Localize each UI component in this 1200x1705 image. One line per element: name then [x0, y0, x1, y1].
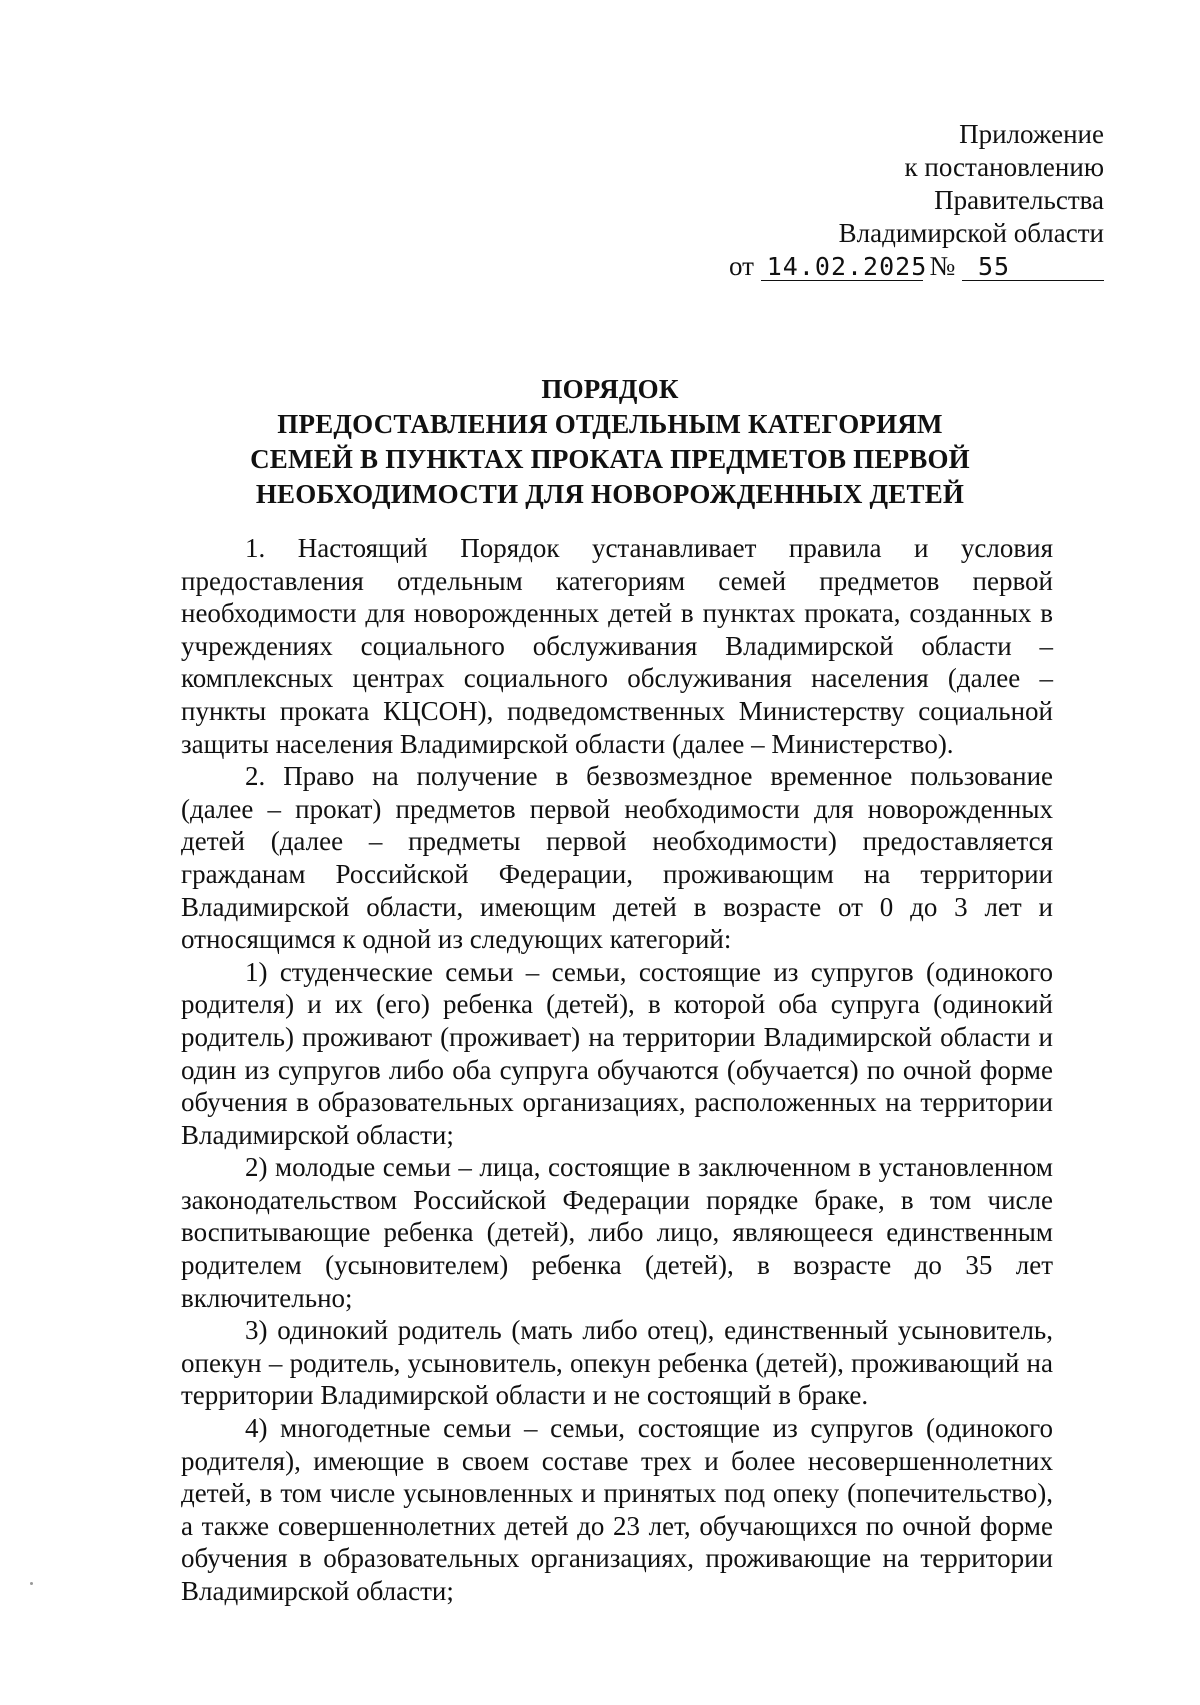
number-sign: № — [929, 251, 956, 281]
paragraph-2-item-4: 4) многодетные семьи – семьи, состоящие из супругов (одинокого родителя), имеющие в своем составе трех и более несовершеннолетних детей, в том числе усыновленных и принятых под опеку (попечительство), а также совершеннолетних детей до 23 лет, обучающихся по очной форме обучения в образовательных организациях, проживающие на территории Владимирской области; — [181, 1413, 1053, 1606]
title-line-3: СЕМЕЙ В ПУНКТАХ ПРОКАТА ПРЕДМЕТОВ ПЕРВОЙ — [250, 444, 970, 474]
appendix-line-2: к постановлению — [904, 152, 1104, 182]
title-line-2: ПРЕДОСТАВЛЕНИЯ ОТДЕЛЬНЫМ КАТЕГОРИЯМ — [277, 409, 943, 439]
decree-date: 14.02.2025 — [761, 254, 923, 281]
appendix-line-1: Приложение — [959, 119, 1104, 149]
document-title — [170, 372, 1050, 512]
paragraph-2-item-3: 3) одинокий родитель (мать либо отец), единственный усыновитель, опекун – родитель, усыновитель, опекун ребенка (детей), проживающий на территории Владимирской области и не состоящий в браке. — [181, 1315, 1053, 1411]
title-line-4: НЕОБХОДИМОСТИ ДЛЯ НОВОРОЖДЕННЫХ ДЕТЕЙ — [255, 479, 965, 509]
appendix-line-3: Правительства — [934, 185, 1104, 215]
paragraph-1: 1. Настоящий Порядок устанавливает правила и условия предоставления отдельным категориям семей предметов первой необходимости для новорожденных детей в пунктах проката, созданных в учреждениях социального обслуживания Владимирской области – комплексных центрах социального обслуживания населения (далее – пункты проката КЦСОН), подведомственных Министерству социальной защиты населения Владимирской области (далее – Министерство). — [181, 533, 1053, 759]
paragraph-2: 2. Право на получение в безвозмездное временное пользование (далее – прокат) предметов первой необходимости для новорожденных детей (далее – предметы первой необходимости) предоставляется гражданам Российской Федерации, проживающим на территории Владимирской области, имеющим детей в возрасте от 0 до 3 лет и относящимся к одной из следующих категорий: — [181, 761, 1053, 955]
appendix-block — [729, 118, 1104, 283]
scan-dot — [30, 1582, 33, 1585]
paragraph-2-item-1: 1) студенческие семьи – семьи, состоящие из супругов (одинокого родителя) и их (его) ребенка (детей), в которой оба супруга (одинокий родитель) проживают (проживает) на территории Владимирской области и один из супругов либо оба супруга обучаются (обучается) по очной форме обучения в образовательных организациях, расположенных на территории Владимирской области; — [181, 956, 1053, 1150]
title-line-1: ПОРЯДОК — [541, 374, 679, 404]
document-body — [181, 532, 1053, 1608]
decree-date-line — [729, 250, 1104, 283]
decree-number: 55 — [962, 254, 1104, 281]
paragraph-2-item-2: 2) молодые семьи – лица, состоящие в заключенном в установленном законодательством Российской Федерации порядке браке, в том числе воспитывающие ребенка (детей), либо лицо, являющееся единственным родителем (усыновителем) ребенка (детей), в возрасте до 35 лет включительно; — [181, 1152, 1053, 1313]
date-prefix: от — [729, 251, 754, 281]
appendix-line-4: Владимирской области — [838, 218, 1104, 248]
